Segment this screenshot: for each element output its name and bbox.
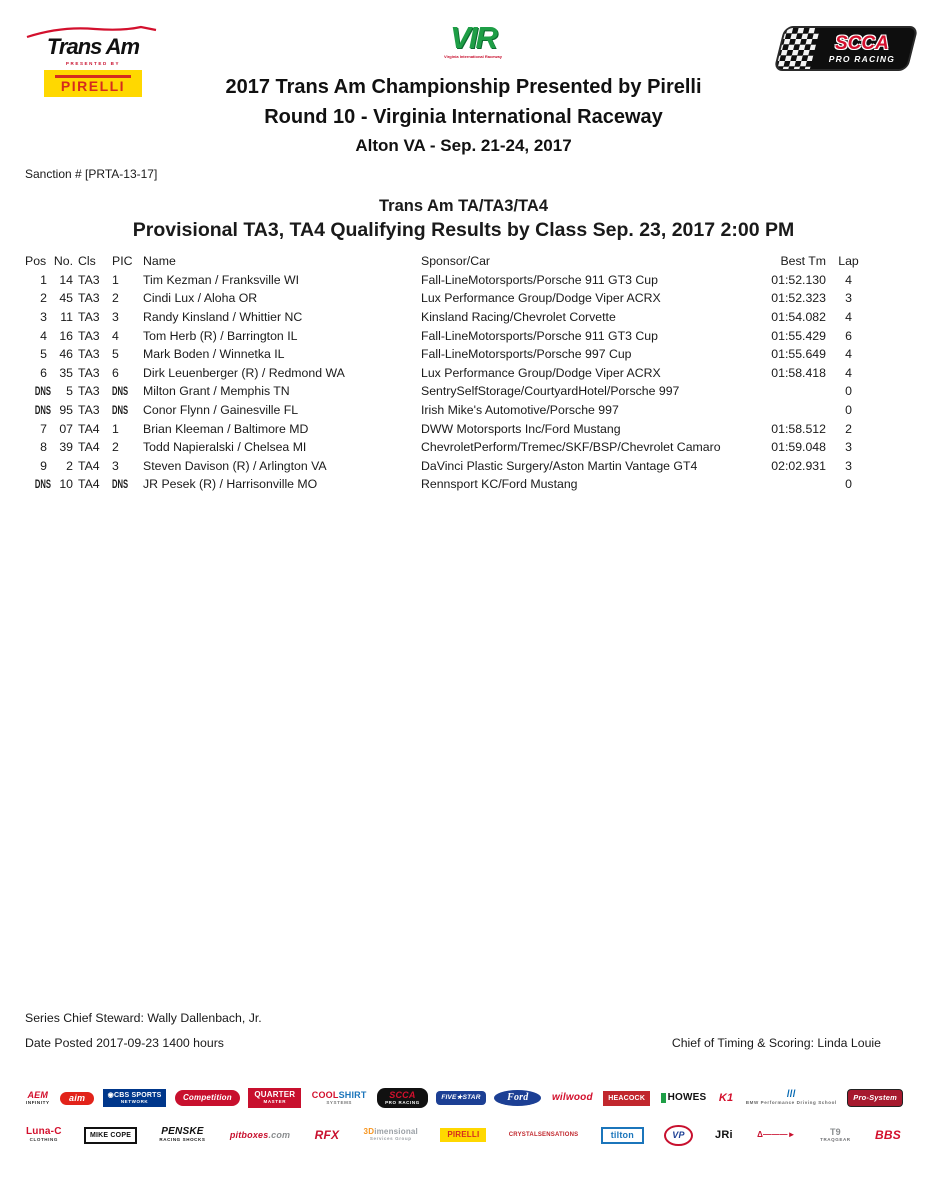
cell-pic — [109, 403, 143, 417]
cell-lap: 0 — [845, 403, 852, 418]
cell-best: 01:54.082 — [771, 310, 826, 325]
dns-flag: DNS — [34, 403, 51, 418]
sponsor-name: COOL — [311, 1089, 339, 1100]
sponsor-name: ◉ — [107, 1091, 114, 1099]
cell-name: Dirk Leuenberger (R) / Redmond WA — [143, 365, 345, 380]
cell-pos: 9 — [40, 458, 47, 473]
sponsor-name-2: ———► — [763, 1130, 796, 1139]
sponsor-logo-quarter-master — [248, 1088, 301, 1108]
sponsor-logo-text — [27, 1091, 48, 1100]
cell-lap: 2 — [845, 421, 852, 436]
sponsor-name: FIVE★STAR — [441, 1093, 481, 1101]
header-best-tm: Best Tm — [780, 254, 826, 269]
cell-best: 01:55.649 — [771, 347, 826, 362]
cell-pos — [25, 403, 51, 418]
sponsor-logo-five-star — [436, 1091, 485, 1106]
sponsor-logo-pro-system — [847, 1089, 903, 1107]
cell-no: 46 — [59, 347, 73, 362]
table-row — [25, 326, 871, 345]
sponsor-logo-jri-shocks — [713, 1129, 735, 1142]
cell-pic: 6 — [112, 365, 119, 380]
sponsor-name: Luna-C — [26, 1126, 62, 1138]
sponsor-logo-rfx — [313, 1128, 342, 1142]
sponsor-logo-text — [853, 1094, 897, 1102]
cell-pic: 2 — [112, 440, 119, 455]
sponsor-logo-text — [254, 1091, 295, 1099]
sponsor-name: SCCA — [389, 1089, 416, 1100]
table-body — [25, 271, 871, 494]
vir-wordmark: VIR — [450, 20, 496, 55]
cell-sponsor: Fall-LineMotorsports/Porsche 911 GT3 Cup — [421, 272, 658, 287]
sponsor-name: aim — [69, 1092, 86, 1103]
cell-name: Todd Napieralski / Chelsea MI — [143, 440, 307, 455]
sponsor-logo-text — [161, 1127, 203, 1137]
sponsor-logo-text — [230, 1131, 290, 1140]
sponsor-logo-aem — [24, 1090, 52, 1107]
cell-lap: 4 — [845, 365, 852, 380]
sponsor-name: CRYSTAL — [508, 1132, 538, 1138]
sponsor-logo-text — [507, 1093, 528, 1103]
sponsor-name: tilton — [610, 1129, 634, 1140]
cell-no: 14 — [59, 272, 73, 287]
sponsor-logo-coolshirt — [310, 1090, 369, 1107]
sponsor-subtitle: BMW Performance Driving School — [745, 1100, 837, 1106]
chief-steward-line: Series Chief Steward: Wally Dallenbach, Jr. — [25, 1011, 262, 1025]
cell-pic — [109, 384, 143, 398]
cell-lap: 4 — [845, 310, 852, 325]
header-no: No. — [53, 254, 73, 269]
presented-by-label: PRESENTED BY — [65, 61, 121, 66]
cell-sponsor: ChevroletPerform/Tremec/SKF/BSP/Chevrolet Camaro — [421, 440, 721, 455]
cell-sponsor: Lux Performance Group/Dodge Viper ACRX — [421, 365, 661, 380]
cell-lap: 3 — [845, 291, 852, 306]
cell-cls: TA4 — [78, 477, 100, 492]
sponsor-name: HEACOCK — [608, 1094, 646, 1102]
sponsor-name: Δ — [757, 1130, 764, 1139]
header-lap: Lap — [838, 254, 859, 269]
sponsor-logo-text — [757, 1131, 796, 1139]
cell-no: 11 — [60, 310, 73, 325]
cell-best: 01:52.323 — [771, 291, 826, 306]
cell-best: 01:58.512 — [771, 421, 826, 436]
cell-sponsor: Irish Mike's Automotive/Porsche 997 — [421, 403, 619, 418]
scca-texts — [813, 34, 911, 64]
cell-pos: 1 — [40, 272, 47, 287]
sponsor-logo-text — [672, 1131, 684, 1140]
cell-cls: TA3 — [78, 310, 100, 325]
cell-sponsor: Kinsland Racing/Chevrolet Corvette — [421, 310, 616, 325]
header-pos: Pos — [25, 254, 47, 269]
session-class-heading: Trans Am TA/TA3/TA4 — [379, 197, 548, 215]
sponsor-logo-wilwood — [550, 1092, 595, 1104]
cell-no: 2 — [66, 458, 73, 473]
sponsor-logo-aim — [60, 1092, 94, 1105]
cell-best: 02:02.931 — [771, 458, 826, 473]
sponsor-logo-text — [611, 1131, 634, 1140]
cell-cls: TA4 — [78, 421, 100, 436]
dns-flag: DNS — [112, 477, 129, 492]
cell-best: 01:55.429 — [771, 328, 826, 343]
sponsor-subtitle: INFINITY — [26, 1099, 50, 1105]
sponsor-logo-text — [787, 1090, 796, 1100]
header-pic: PIC — [112, 254, 133, 269]
dns-flag: DNS — [112, 403, 129, 418]
cell-pos: 2 — [40, 291, 47, 306]
sponsor-logo-text — [183, 1094, 232, 1102]
cell-name: Randy Kinsland / Whittier NC — [143, 310, 303, 325]
sponsor-logo-howes — [659, 1092, 709, 1104]
cell-sponsor: Rennsport KC/Ford Mustang — [421, 477, 578, 492]
cell-no: 45 — [59, 291, 73, 306]
table-row — [25, 308, 871, 327]
transam-wordmark: Trans Am — [46, 34, 140, 59]
sponsor-logo-text — [552, 1093, 593, 1103]
sponsor-logo-bbs — [873, 1128, 903, 1142]
cell-sponsor: SentrySelfStorage/CourtyardHotel/Porsche 997 — [421, 384, 680, 399]
cell-pic: 4 — [112, 328, 119, 343]
cell-cls: TA3 — [78, 347, 100, 362]
cell-lap: 0 — [845, 477, 852, 492]
table-row — [25, 289, 871, 308]
sponsor-name: AEM — [27, 1089, 49, 1100]
sponsor-name: RFX — [314, 1128, 340, 1142]
cell-name: Steven Davison (R) / Arlington VA — [143, 458, 327, 473]
timing-scoring-line: Chief of Timing & Scoring: Linda Louie — [671, 1036, 881, 1050]
table-row — [25, 475, 871, 494]
cell-best: 01:52.130 — [771, 272, 826, 287]
cell-lap: 3 — [845, 458, 852, 473]
dns-flag: DNS — [34, 477, 51, 492]
event-round: Round 10 - Virginia International Raceway — [264, 106, 663, 128]
table-row — [25, 364, 871, 383]
table-row — [25, 419, 871, 438]
sponsor-logo-text — [875, 1129, 901, 1141]
cell-name: Tom Herb (R) / Barrington IL — [143, 328, 298, 343]
sponsor-name: PIRELLI — [447, 1130, 480, 1139]
event-title: 2017 Trans Am Championship Presented by Pirelli — [225, 76, 702, 98]
cell-no: 5 — [66, 384, 73, 399]
sponsor-logo-cbs-sports-network — [103, 1089, 167, 1108]
cell-no: 07 — [59, 421, 73, 436]
sponsor-logo-text — [447, 1131, 479, 1139]
sponsor-name: QUARTER — [254, 1090, 296, 1100]
cell-pic — [109, 477, 143, 491]
cell-cls: TA3 — [78, 272, 100, 287]
cell-no: 10 — [59, 477, 73, 492]
sponsor-logo-competition — [175, 1090, 240, 1106]
scca-wordmark: SCCA — [835, 32, 889, 54]
cell-lap: 4 — [845, 272, 852, 287]
cell-cls: TA3 — [78, 403, 100, 418]
table-row — [25, 382, 871, 401]
sponsor-logo-text — [26, 1127, 62, 1137]
sponsor-logo-k1-racegear — [717, 1092, 735, 1105]
sponsor-logo-mike-cope — [84, 1127, 137, 1144]
sponsor-name: Pro-System — [853, 1093, 897, 1103]
sponsor-logo-3dimensional — [362, 1127, 420, 1143]
cell-cls: TA3 — [78, 384, 100, 399]
sponsor-logo-t9-traqgear — [818, 1127, 853, 1144]
cell-pos: 4 — [40, 328, 47, 343]
cell-pos: 3 — [40, 310, 47, 325]
cell-lap: 4 — [845, 347, 852, 362]
cell-cls: TA4 — [78, 458, 100, 473]
sponsor-name: T9 — [829, 1126, 841, 1137]
results-table — [25, 252, 871, 494]
sponsor-logo-tilton — [601, 1127, 644, 1144]
dns-flag: DNS — [112, 384, 129, 399]
scca-pro-racing-logo — [773, 26, 918, 71]
table-header-row — [25, 252, 871, 271]
cell-pos: 8 — [40, 440, 47, 455]
header-name: Name — [143, 254, 176, 269]
pro-racing-label: PRO RACING — [828, 53, 896, 64]
sponsor-logo-text — [389, 1091, 415, 1100]
cell-sponsor: Lux Performance Group/Dodge Viper ACRX — [421, 291, 661, 306]
sponsor-name: VP — [672, 1129, 685, 1140]
event-location-date: Alton VA - Sep. 21-24, 2017 — [355, 136, 572, 155]
table-row — [25, 438, 871, 457]
cell-pic: 1 — [112, 421, 119, 436]
header-sponsor: Sponsor/Car — [421, 254, 491, 269]
sponsor-logo-text — [715, 1130, 733, 1141]
sponsor-logo-text — [312, 1091, 367, 1100]
sponsor-logo-text — [315, 1129, 340, 1141]
sponsor-name: HOWES — [667, 1092, 707, 1103]
cell-pic: 5 — [112, 347, 119, 362]
cell-name: Brian Kleeman / Baltimore MD — [143, 421, 309, 436]
cell-pic: 1 — [112, 272, 119, 287]
sponsor-logo-penske — [157, 1126, 207, 1144]
table-row — [25, 401, 871, 420]
cell-pos: 5 — [40, 347, 47, 362]
cell-best: 01:59.048 — [771, 440, 826, 455]
cell-name: JR Pesek (R) / Harrisonville MO — [143, 477, 318, 492]
pirelli-wordmark: PIRELLI — [60, 77, 126, 94]
sponsor-logo-text — [661, 1093, 707, 1103]
sponsor-logo-text — [441, 1095, 480, 1102]
sponsor-name: Ford — [507, 1092, 529, 1103]
sponsor-name: JRi — [715, 1128, 733, 1141]
table-row — [25, 457, 871, 476]
cell-name: Cindi Lux / Aloha OR — [143, 291, 258, 306]
sponsor-name: wilwood — [551, 1092, 593, 1103]
sponsor-logo-text — [108, 1092, 162, 1099]
sponsor-logo-pitboxes — [228, 1130, 292, 1141]
sponsor-name-2: CBS SPORTS — [113, 1091, 162, 1099]
sponsor-logo-scca-pro-racing — [377, 1088, 428, 1109]
accent-bar-icon — [661, 1093, 666, 1103]
cell-no: 39 — [59, 440, 73, 455]
cell-cls: TA3 — [78, 291, 100, 306]
sponsor-name-2: SHIRT — [338, 1089, 367, 1100]
cell-pic: 3 — [112, 458, 119, 473]
sanction-number: Sanction # [PRTA-13-17] — [25, 167, 158, 181]
cell-pos — [25, 477, 51, 492]
sponsor-logo-text — [69, 1094, 85, 1103]
vir-subtitle: Virginia International Raceway — [444, 54, 502, 59]
cell-lap: 6 — [845, 328, 852, 343]
sponsor-name-2: .com — [268, 1129, 291, 1140]
sponsor-name-2: imensional — [374, 1127, 418, 1137]
cell-pos: 6 — [40, 365, 47, 380]
sponsor-name: K1 — [718, 1091, 734, 1104]
cell-no: 95 — [59, 403, 73, 418]
cell-sponsor: DaVinci Plastic Surgery/Aston Martin Vantage GT4 — [421, 458, 698, 473]
table-row — [25, 271, 871, 290]
sponsor-name: Competition — [182, 1093, 232, 1102]
cell-name: Tim Kezman / Franksville WI — [143, 272, 300, 287]
sponsor-subtitle: RACING SHOCKS — [159, 1137, 206, 1143]
sponsor-name: PENSKE — [161, 1126, 204, 1138]
sponsor-logo-arrow — [755, 1130, 798, 1140]
sponsor-logo-text — [90, 1132, 131, 1139]
cell-pic: 3 — [112, 310, 119, 325]
cell-sponsor: Fall-LineMotorsports/Porsche 911 GT3 Cup — [421, 328, 658, 343]
sponsor-logo-crystal-sensations — [507, 1131, 581, 1139]
sponsor-subtitle: NETWORK — [120, 1098, 149, 1104]
sponsor-logo-heacock — [603, 1091, 650, 1106]
sponsor-logo-bmw-performance — [744, 1089, 839, 1107]
sponsor-name-2: SENSATIONS — [537, 1132, 579, 1138]
sponsor-subtitle: SYSTEMS — [326, 1099, 353, 1105]
sponsor-logo-vp-racing — [664, 1125, 692, 1146]
sponsor-logo-pirelli — [440, 1128, 486, 1142]
cell-sponsor: DWW Motorsports Inc/Ford Mustang — [421, 421, 621, 436]
date-posted-line: Date Posted 2017-09-23 1400 hours — [25, 1036, 224, 1050]
cell-cls: TA3 — [78, 365, 100, 380]
sponsor-logo-text — [608, 1095, 645, 1102]
sponsor-logo-strip-2 — [24, 1120, 903, 1150]
cell-pos — [25, 384, 51, 399]
cell-lap: 0 — [845, 384, 852, 399]
sponsor-subtitle: PRO RACING — [385, 1099, 420, 1105]
sponsor-logo-ford — [494, 1090, 541, 1106]
sponsor-name: /// — [786, 1089, 796, 1101]
sponsor-logo-text — [364, 1128, 418, 1136]
cell-cls: TA3 — [78, 328, 100, 343]
cell-best: 01:58.418 — [771, 365, 826, 380]
cell-name: Mark Boden / Winnetka IL — [143, 347, 285, 362]
cell-name: Conor Flynn / Gainesville FL — [143, 403, 299, 418]
cell-pos: 7 — [40, 421, 47, 436]
table-row — [25, 345, 871, 364]
sponsor-logo-text — [830, 1128, 841, 1137]
header-cls: Cls — [78, 254, 96, 269]
sponsor-logo-strip-1 — [24, 1084, 903, 1112]
sponsor-name: MIKE COPE — [89, 1131, 132, 1139]
sponsor-logo-text — [719, 1093, 733, 1104]
sponsor-name: BBS — [875, 1128, 901, 1142]
cell-lap: 3 — [845, 440, 852, 455]
cell-pic: 2 — [112, 291, 119, 306]
sponsor-logo-text — [509, 1132, 579, 1138]
sponsor-subtitle: Services Group — [369, 1136, 412, 1142]
sponsor-subtitle: CLOTHING — [29, 1137, 58, 1143]
cell-no: 16 — [59, 328, 73, 343]
vir-logo — [418, 22, 528, 59]
dns-flag: DNS — [34, 384, 51, 399]
sponsor-logo-luna-c — [24, 1126, 64, 1144]
cell-name: Milton Grant / Memphis TN — [143, 384, 290, 399]
sponsor-name: pitboxes — [229, 1129, 269, 1140]
cell-sponsor: Fall-LineMotorsports/Porsche 997 Cup — [421, 347, 632, 362]
cell-no: 35 — [59, 365, 73, 380]
sponsor-name: 3D — [363, 1127, 375, 1137]
results-heading: Provisional TA3, TA4 Qualifying Results by Class Sep. 23, 2017 2:00 PM — [132, 219, 795, 241]
sponsor-subtitle: MASTER — [263, 1099, 287, 1105]
cell-cls: TA4 — [78, 440, 100, 455]
sponsor-subtitle: TRAQGEAR — [820, 1136, 851, 1142]
